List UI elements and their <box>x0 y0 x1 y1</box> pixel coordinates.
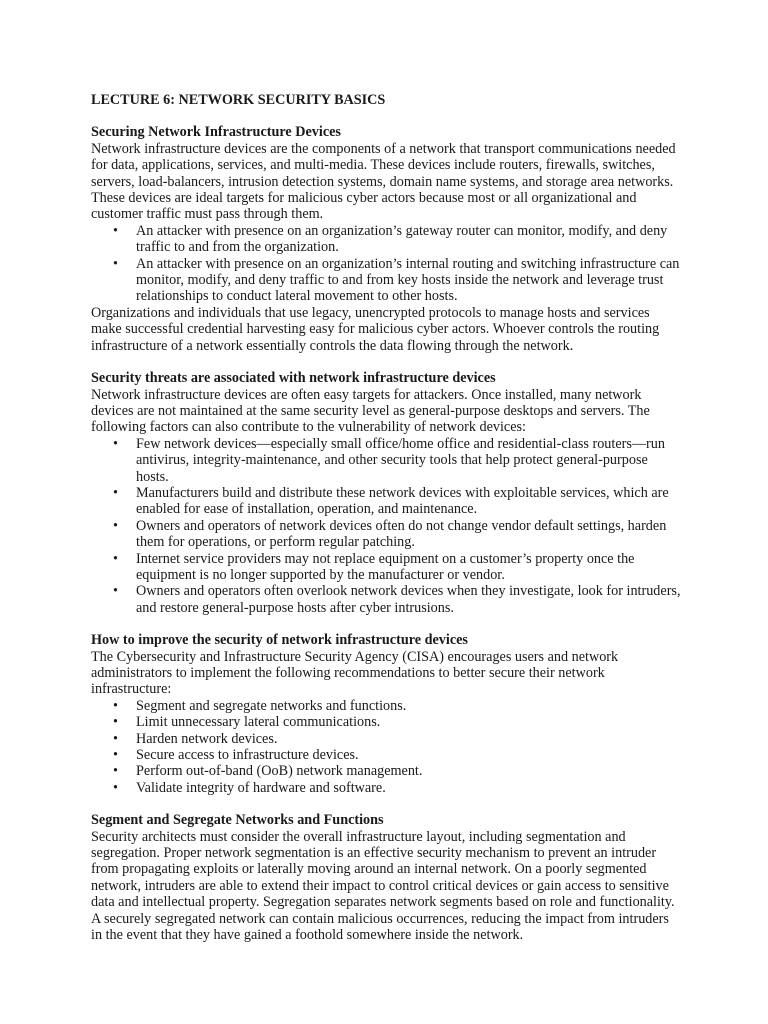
list-item: • Manufacturers build and distribute these network devices with exploitable services, which are enabled for ease of installation, operation, and maintenance. <box>136 485 681 518</box>
list-item: • Owners and operators of network devices often do not change vendor default settings, harden them for operations, or perform regular patching. <box>136 518 681 551</box>
section-paragraph: Organizations and individuals that use legacy, unencrypted protocols to manage hosts and services make successful credential harvesting easy for malicious cyber actors. Whoever controls the routing infrastructure of a network essentially controls the data flowing through the network. <box>91 304 660 354</box>
section-segment-networks <box>91 812 681 943</box>
bullet-list <box>91 698 681 796</box>
list-item: • Validate integrity of hardware and software. <box>136 780 681 796</box>
section-paragraph: Network infrastructure devices are the components of a network that transport communications needed for data, applications, services, and multi-media. These devices include routers, firewalls, switches, servers, load-balancers, intrusion detection systems, domain name systems, and storage area networks. These devices are ideal targets for malicious cyber actors because most or all organizational and customer traffic must pass through them. <box>91 140 676 223</box>
list-item: • An attacker with presence on an organization’s gateway router can monitor, modify, and deny traffic to and from the organization. <box>136 223 681 256</box>
section-paragraph: The Cybersecurity and Infrastructure Security Agency (CISA) encourages users and network administrators to implement the following recommendations to better secure their network infrastructure: <box>91 648 619 698</box>
document-page <box>91 92 681 960</box>
section-heading: Securing Network Infrastructure Devices <box>91 124 341 141</box>
list-item: • An attacker with presence on an organization’s internal routing and switching infrastructure can monitor, modify, and deny traffic to and from key hosts inside the network and leverage trust relationships to conduct lateral movement to other hosts. <box>136 256 681 305</box>
section-securing-devices <box>91 124 681 354</box>
section-security-threats <box>91 370 681 616</box>
section-heading: Segment and Segregate Networks and Functions <box>91 812 384 829</box>
section-improve-security <box>91 632 681 796</box>
list-item: • Secure access to infrastructure devices. <box>136 747 681 763</box>
list-item: • Internet service providers may not replace equipment on a customer’s property once the equipment is no longer supported by the manufacturer or vendor. <box>136 551 681 584</box>
bullet-list <box>91 436 681 616</box>
list-item: • Segment and segregate networks and functions. <box>136 698 681 714</box>
list-item: • Owners and operators often overlook network devices when they investigate, look for intruders, and restore general-purpose hosts after cyber intrusions. <box>136 583 681 616</box>
list-item: • Perform out-of-band (OoB) network management. <box>136 763 681 779</box>
section-heading: Security threats are associated with network infrastructure devices <box>91 370 496 387</box>
bullet-list <box>91 223 681 305</box>
list-item: • Few network devices—especially small office/home office and residential-class routers—run antivirus, integrity-maintenance, and other security tools that help protect general-purpose hosts. <box>136 436 681 485</box>
list-item: • Limit unnecessary lateral communications. <box>136 714 681 730</box>
list-item: • Harden network devices. <box>136 731 681 747</box>
section-paragraph: Network infrastructure devices are often easy targets for attackers. Once installed, many network devices are not maintained at the same security level as general-purpose desktops and servers. The following factors can also contribute to the vulnerability of network devices: <box>91 386 650 436</box>
section-heading: How to improve the security of network infrastructure devices <box>91 632 468 649</box>
page-title: LECTURE 6: NETWORK SECURITY BASICS <box>91 92 386 108</box>
section-paragraph: Security architects must consider the overall infrastructure layout, including segmentation and segregation. Proper network segmentation is an effective security mechanism to prevent an intruder from propagating exploits or laterally moving around an internal network. On a poorly segmented network, intruders are able to extend their impact to control critical devices or gain access to sensitive data and intellectual property. Segregation separates network segments based on role and functionality. A securely segregated network can contain malicious occurrences, reducing the impact from intruders in the event that they have gained a foothold somewhere inside the network. <box>91 828 675 944</box>
